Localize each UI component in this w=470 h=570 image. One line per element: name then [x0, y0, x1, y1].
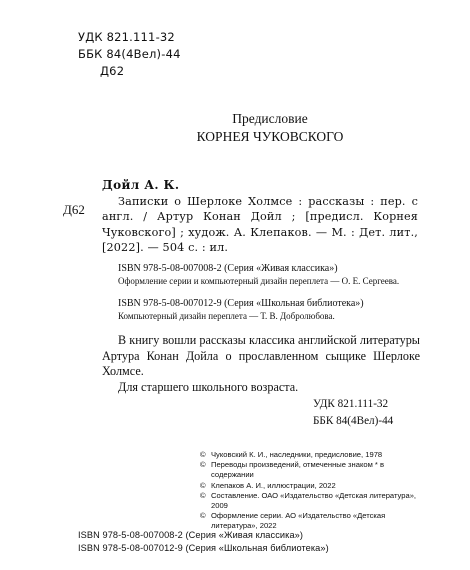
udk-code: УДК 821.111-32: [313, 398, 389, 410]
copyright-icon: ©: [200, 511, 206, 521]
bibliographic-description: [102, 178, 418, 256]
book-description: Записки о Шерлоке Холмсе : рассказы : пер. с англ. / Артур Конан Дойл ; [предисл. Корнея Чуковского] ; худож. А. Клепаков. — М. : Дет. лит., [2022]. — 504 с. : ил.: [102, 194, 418, 255]
isbn-entry-series-2: [118, 298, 420, 322]
isbn-note: Компьютерный дизайн переплета — Т. В. Добролюбова.: [118, 310, 335, 321]
copyright-icon: ©: [200, 450, 206, 459]
bibliographic-author-mark: Д62: [63, 202, 85, 217]
isbn-line: ISBN 978-5-08-007012-9 (Серия «Школьная библиотека»): [118, 298, 364, 309]
copyright-item: [200, 491, 425, 511]
copyright-icon: ©: [200, 480, 206, 490]
copyright-text: Составление. ОАО «Издательство «Детская литература», 2009: [211, 490, 417, 511]
isbn-note: Оформление серии и компьютерный дизайн переплета — О. Е. Сергеева.: [118, 275, 400, 286]
copyright-item: [200, 460, 425, 480]
audience-text: Для старшего школьного возраста.: [118, 379, 299, 394]
bbk-code: ББК 84(4Вел)-44: [78, 47, 181, 61]
preface-author: КОРНЕЯ ЧУКОВСКОГО: [196, 129, 344, 144]
preface-block: [120, 110, 420, 146]
isbn-footer: [78, 529, 329, 555]
annotation-text: В книгу вошли рассказы классика английской литературы Артура Конан Дойла о прославленном сыщике Шерлоке Холмсе.: [102, 333, 420, 379]
annotation-block: [102, 333, 420, 395]
copyright-text: Чуковский К. И., наследники, предисловие, 1978: [211, 450, 383, 459]
isbn-entry-series-1: [118, 263, 420, 287]
isbn-footer-line: ISBN 978-5-08-007008-2 (Серия «Живая классика»): [78, 530, 304, 540]
copyright-icon: ©: [200, 460, 206, 470]
book-author: Дойл А. К.: [102, 178, 180, 192]
bbk-code: ББК 84(4Вел)-44: [313, 415, 394, 427]
udk-code: УДК 821.111-32: [78, 30, 175, 44]
copyright-list: [200, 450, 425, 532]
copyright-item: [200, 481, 425, 491]
copyright-item: [200, 450, 425, 460]
classification-block: [78, 29, 181, 80]
preface-label: Предисловие: [232, 111, 308, 126]
copyright-text: Клепаков А. И., иллюстрации, 2022: [211, 480, 336, 490]
copyright-text: Переводы произведений, отмеченные знаком * в содержании: [211, 460, 385, 480]
copyright-icon: ©: [200, 490, 206, 500]
classification-repeat: [313, 396, 393, 430]
isbn-footer-line: ISBN 978-5-08-007012-9 (Серия «Школьная библиотека»): [78, 543, 329, 553]
isbn-line: ISBN 978-5-08-007008-2 (Серия «Живая классика»): [118, 263, 338, 274]
copyright-text: Оформление серии. АО «Издательство «Детская литература», 2022: [211, 511, 386, 531]
author-mark: Д62: [100, 64, 125, 78]
